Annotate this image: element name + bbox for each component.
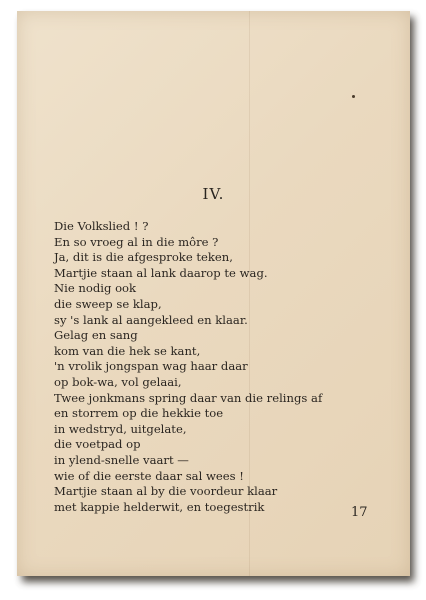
- poem-line: Martjie staan al by die voordeur klaar: [54, 484, 278, 499]
- poem-body: [54, 219, 394, 515]
- page-number: 17: [351, 505, 368, 520]
- poem-line: Ja, dit is die afgesproke teken,: [54, 250, 233, 265]
- paper-speck: [352, 95, 355, 98]
- poem-line: sy 's lank al aangekleed en klaar.: [54, 312, 248, 327]
- poem-line: op bok-wa, vol gelaai,: [54, 374, 182, 389]
- poem-line: in ylend-snelle vaart —: [54, 452, 189, 467]
- poem-line: wie of die eerste daar sal wees !: [54, 468, 244, 483]
- poem-line: Die Volkslied ! ?: [54, 219, 149, 233]
- poem-line: die sweep se klap,: [54, 296, 162, 311]
- poem-line: in wedstryd, uitgelate,: [54, 421, 187, 436]
- poem-line: Nie nodig ook: [54, 281, 137, 296]
- poem-line: Twee jonkmans spring daar van die relings af: [54, 390, 323, 405]
- poem-line: kom van die hek se kant,: [54, 343, 201, 358]
- poem-line: En so vroeg al in die môre ?: [54, 234, 219, 249]
- poem-line: met kappie helderwit, en toegestrik: [54, 499, 265, 514]
- poem-line: en storrem op die hekkie toe: [54, 406, 224, 421]
- poem-line: 'n vrolik jongspan wag haar daar: [54, 359, 248, 374]
- section-heading: IV.: [202, 185, 225, 203]
- book-page: [17, 11, 410, 576]
- poem-line: Gelag en sang: [54, 328, 138, 343]
- poem-line: die voetpad op: [54, 437, 141, 452]
- poem-line: Martjie staan al lank daarop te wag.: [54, 265, 268, 280]
